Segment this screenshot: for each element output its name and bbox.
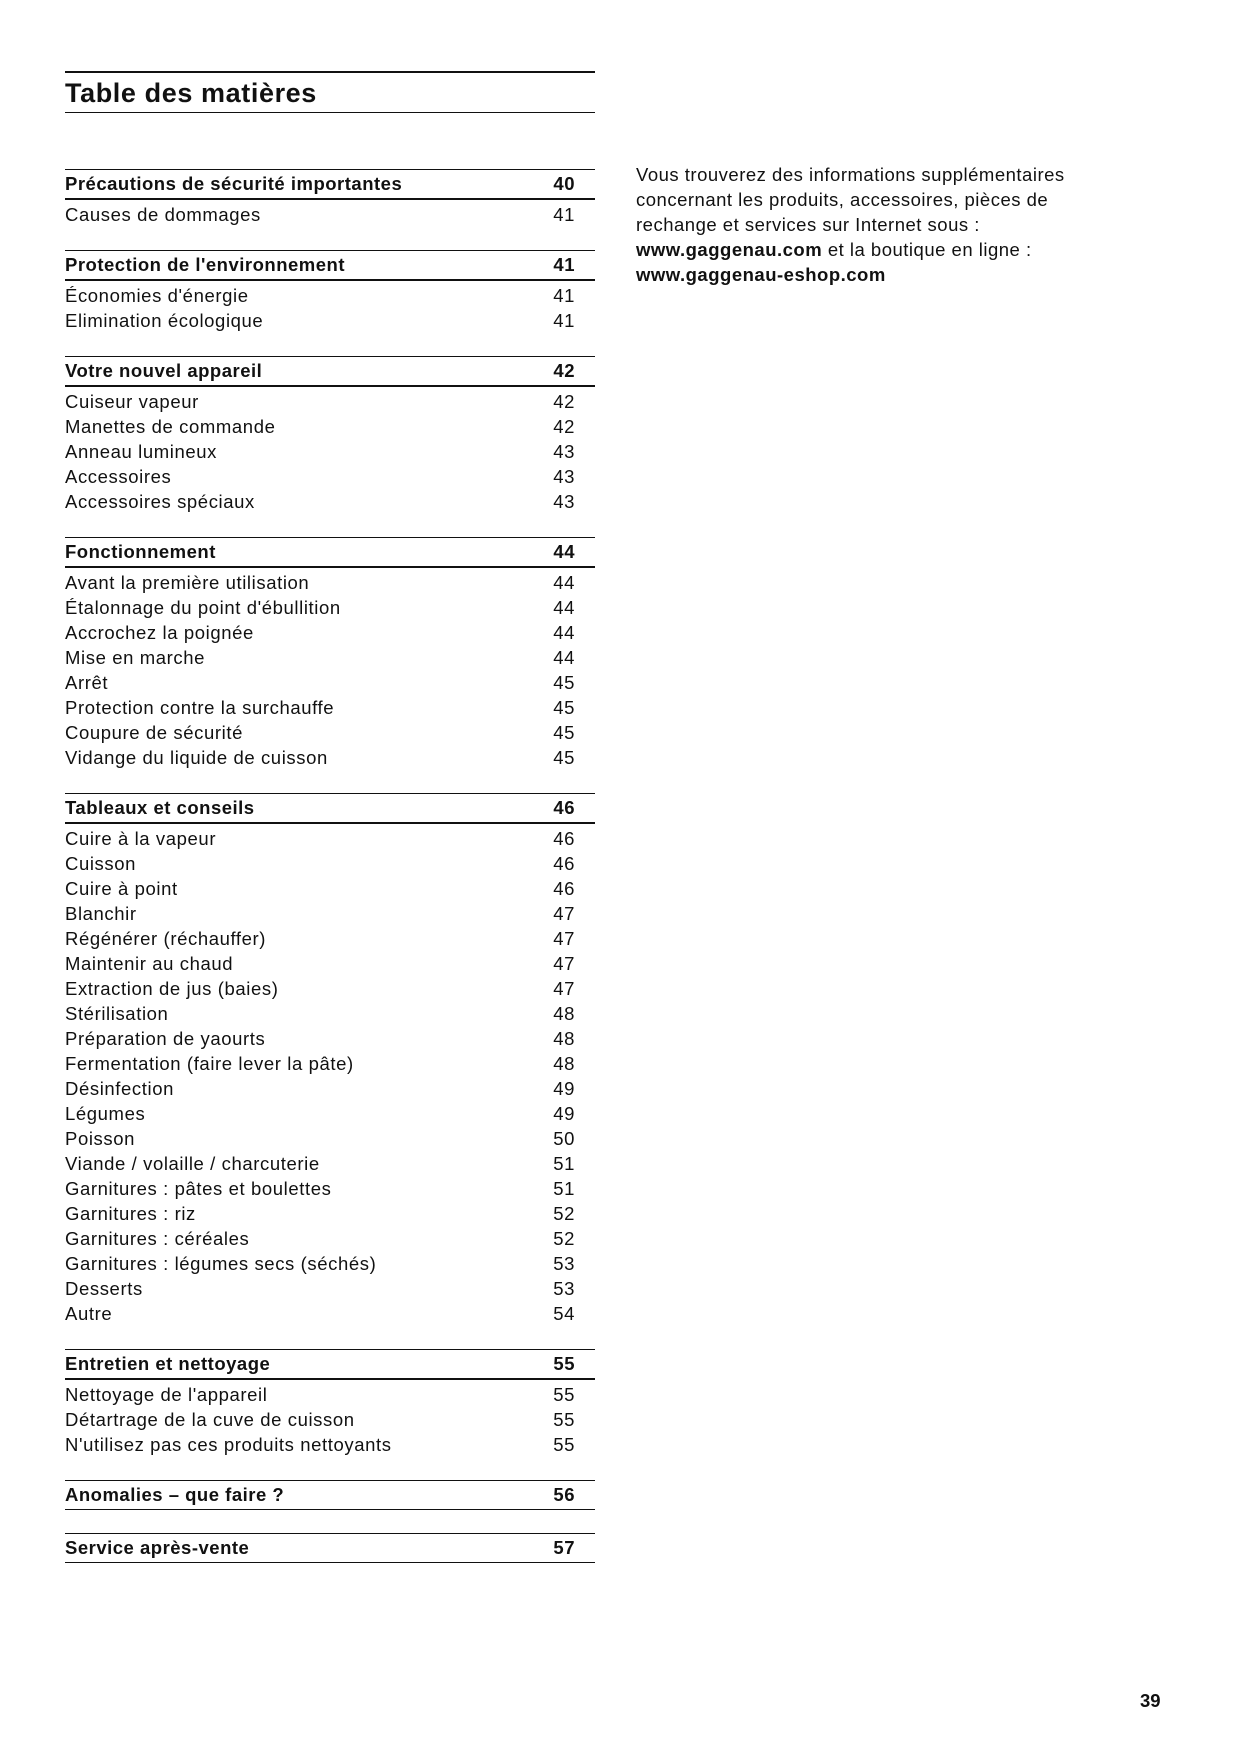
toc-entry[interactable] (65, 876, 595, 901)
entry-label: Accessoires spéciaux (65, 490, 255, 512)
entry-page: 47 (553, 902, 575, 924)
entry-page: 43 (553, 440, 575, 462)
entry-page: 46 (553, 852, 575, 874)
entry-page: 46 (553, 877, 575, 899)
entry-label: Coupure de sécurité (65, 721, 243, 743)
toc-entry[interactable] (65, 1001, 595, 1026)
entry-label: Garnitures : riz (65, 1202, 196, 1224)
section-page: 55 (553, 1353, 575, 1374)
entry-page: 49 (553, 1077, 575, 1099)
section-title: Service après-vente (65, 1537, 250, 1558)
section-heading[interactable] (65, 1480, 595, 1510)
table-of-contents (65, 169, 595, 1586)
info-intro: Vous trouverez des informations supplémentaires concernant les produits, accessoires, pièces de rechange et services sur Internet sous : (636, 164, 1065, 235)
toc-entry[interactable] (65, 1407, 595, 1432)
section-heading[interactable] (65, 1349, 595, 1380)
toc-entry[interactable] (65, 695, 595, 720)
toc-entry[interactable] (65, 1201, 595, 1226)
section-page: 42 (553, 360, 575, 381)
toc-entry[interactable] (65, 620, 595, 645)
entry-label: Anneau lumineux (65, 440, 217, 462)
entry-label: Mise en marche (65, 646, 206, 668)
toc-entry[interactable] (65, 1076, 595, 1101)
entry-label: Maintenir au chaud (65, 952, 234, 974)
toc-entry[interactable] (65, 439, 595, 464)
toc-entry[interactable] (65, 720, 595, 745)
entry-page: 55 (553, 1433, 575, 1455)
entry-page: 44 (553, 621, 575, 643)
entry-page: 53 (553, 1277, 575, 1299)
entry-label: Extraction de jus (baies) (65, 977, 279, 999)
toc-entry[interactable] (65, 826, 595, 851)
section-title: Fonctionnement (65, 541, 216, 562)
entry-label: Cuiseur vapeur (65, 390, 199, 412)
entry-page: 52 (553, 1202, 575, 1224)
toc-entry[interactable] (65, 851, 595, 876)
entry-page: 48 (553, 1052, 575, 1074)
entry-page: 41 (553, 203, 575, 225)
entry-page: 42 (553, 415, 575, 437)
entry-page: 48 (553, 1027, 575, 1049)
toc-entry[interactable] (65, 1251, 595, 1276)
entry-page: 49 (553, 1102, 575, 1124)
toc-section (65, 356, 595, 514)
entry-label: Avant la première utilisation (65, 571, 310, 593)
entry-label: Fermentation (faire lever la pâte) (65, 1052, 354, 1074)
entry-label: Manettes de commande (65, 415, 276, 437)
toc-entry[interactable] (65, 283, 595, 308)
entry-label: Garnitures : légumes secs (séchés) (65, 1252, 377, 1274)
toc-entry[interactable] (65, 951, 595, 976)
entry-label: N'utilisez pas ces produits nettoyants (65, 1433, 392, 1455)
entry-label: Viande / volaille / charcuterie (65, 1152, 320, 1174)
section-items (65, 568, 595, 770)
entry-page: 45 (553, 696, 575, 718)
toc-entry[interactable] (65, 414, 595, 439)
toc-entry[interactable] (65, 389, 595, 414)
entry-page: 41 (553, 309, 575, 331)
entry-page: 46 (553, 827, 575, 849)
entry-page: 45 (553, 746, 575, 768)
page-title: Table des matières (65, 78, 317, 108)
entry-label: Garnitures : pâtes et boulettes (65, 1177, 332, 1199)
toc-section (65, 537, 595, 770)
section-heading[interactable] (65, 1533, 595, 1563)
eshop-link[interactable]: www.gaggenau-eshop.com (636, 264, 886, 285)
entry-label: Stérilisation (65, 1002, 169, 1024)
toc-section (65, 793, 595, 1326)
entry-label: Économies d'énergie (65, 284, 249, 306)
entry-label: Poisson (65, 1127, 136, 1149)
info-note (636, 162, 1116, 287)
section-page: 46 (553, 797, 575, 818)
toc-entry[interactable] (65, 1432, 595, 1457)
entry-page: 47 (553, 952, 575, 974)
entry-page: 51 (553, 1177, 575, 1199)
entry-page: 41 (553, 284, 575, 306)
section-title: Tableaux et conseils (65, 797, 255, 818)
section-page: 41 (553, 254, 575, 275)
toc-entry[interactable] (65, 901, 595, 926)
toc-entry[interactable] (65, 570, 595, 595)
section-page: 56 (553, 1484, 575, 1505)
toc-section (65, 250, 595, 333)
entry-label: Elimination écologique (65, 309, 264, 331)
toc-entry[interactable] (65, 1382, 595, 1407)
toc-entry[interactable] (65, 464, 595, 489)
entry-page: 45 (553, 671, 575, 693)
toc-entry[interactable] (65, 1026, 595, 1051)
section-items (65, 200, 595, 227)
entry-page: 44 (553, 596, 575, 618)
toc-section (65, 1533, 595, 1563)
toc-entry[interactable] (65, 645, 595, 670)
toc-section (65, 169, 595, 227)
entry-page: 44 (553, 571, 575, 593)
entry-label: Desserts (65, 1277, 143, 1299)
toc-entry[interactable] (65, 926, 595, 951)
entry-label: Étalonnage du point d'ébullition (65, 596, 341, 618)
section-heading[interactable] (65, 356, 595, 387)
entry-label: Cuire à point (65, 877, 178, 899)
toc-entry[interactable] (65, 670, 595, 695)
section-heading[interactable] (65, 250, 595, 281)
section-items (65, 1380, 595, 1457)
entry-label: Garnitures : céréales (65, 1227, 250, 1249)
entry-page: 42 (553, 390, 575, 412)
entry-label: Blanchir (65, 902, 137, 924)
section-page: 57 (553, 1537, 575, 1558)
entry-page: 52 (553, 1227, 575, 1249)
toc-entry[interactable] (65, 1101, 595, 1126)
entry-label: Préparation de yaourts (65, 1027, 266, 1049)
entry-page: 53 (553, 1252, 575, 1274)
entry-label: Autre (65, 1302, 113, 1324)
entry-page: 55 (553, 1383, 575, 1405)
toc-entry[interactable] (65, 1301, 595, 1326)
entry-label: Accrochez la poignée (65, 621, 254, 643)
entry-label: Légumes (65, 1102, 146, 1124)
toc-entry[interactable] (65, 1176, 595, 1201)
entry-page: 55 (553, 1408, 575, 1430)
entry-page: 45 (553, 721, 575, 743)
toc-entry[interactable] (65, 595, 595, 620)
entry-label: Nettoyage de l'appareil (65, 1383, 268, 1405)
entry-page: 47 (553, 927, 575, 949)
section-page: 44 (553, 541, 575, 562)
section-title: Protection de l'environnement (65, 254, 345, 275)
entry-label: Accessoires (65, 465, 172, 487)
toc-entry[interactable] (65, 1151, 595, 1176)
toc-title-block (65, 71, 595, 113)
toc-entry[interactable] (65, 308, 595, 333)
section-page: 40 (553, 173, 575, 194)
entry-label: Détartrage de la cuve de cuisson (65, 1408, 355, 1430)
website-link[interactable]: www.gaggenau.com (636, 239, 823, 260)
toc-entry[interactable] (65, 202, 595, 227)
toc-entry[interactable] (65, 489, 595, 514)
page-number: 39 (1140, 1690, 1161, 1711)
entry-label: Cuire à la vapeur (65, 827, 217, 849)
entry-label: Régénérer (réchauffer) (65, 927, 267, 949)
entry-label: Arrêt (65, 671, 109, 693)
entry-label: Vidange du liquide de cuisson (65, 746, 328, 768)
entry-page: 51 (553, 1152, 575, 1174)
entry-page: 43 (553, 465, 575, 487)
section-heading[interactable] (65, 793, 595, 824)
section-items (65, 281, 595, 333)
info-middle: et la boutique en ligne : (827, 239, 1032, 260)
toc-section (65, 1349, 595, 1457)
section-title: Précautions de sécurité importantes (65, 173, 403, 194)
toc-entry[interactable] (65, 745, 595, 770)
toc-entry[interactable] (65, 976, 595, 1001)
entry-label: Désinfection (65, 1077, 175, 1099)
entry-page: 48 (553, 1002, 575, 1024)
entry-page: 54 (553, 1302, 575, 1324)
section-title: Votre nouvel appareil (65, 360, 263, 381)
entry-page: 47 (553, 977, 575, 999)
entry-page: 50 (553, 1127, 575, 1149)
section-items (65, 387, 595, 514)
section-title: Anomalies – que faire ? (65, 1484, 285, 1505)
toc-entry[interactable] (65, 1126, 595, 1151)
entry-label: Causes de dommages (65, 203, 261, 225)
toc-entry[interactable] (65, 1276, 595, 1301)
toc-entry[interactable] (65, 1051, 595, 1076)
entry-page: 43 (553, 490, 575, 512)
entry-page: 44 (553, 646, 575, 668)
entry-label: Cuisson (65, 852, 137, 874)
section-heading[interactable] (65, 169, 595, 200)
section-items (65, 824, 595, 1326)
toc-section (65, 1480, 595, 1510)
entry-label: Protection contre la surchauffe (65, 696, 335, 718)
section-title: Entretien et nettoyage (65, 1353, 271, 1374)
toc-entry[interactable] (65, 1226, 595, 1251)
section-heading[interactable] (65, 537, 595, 568)
